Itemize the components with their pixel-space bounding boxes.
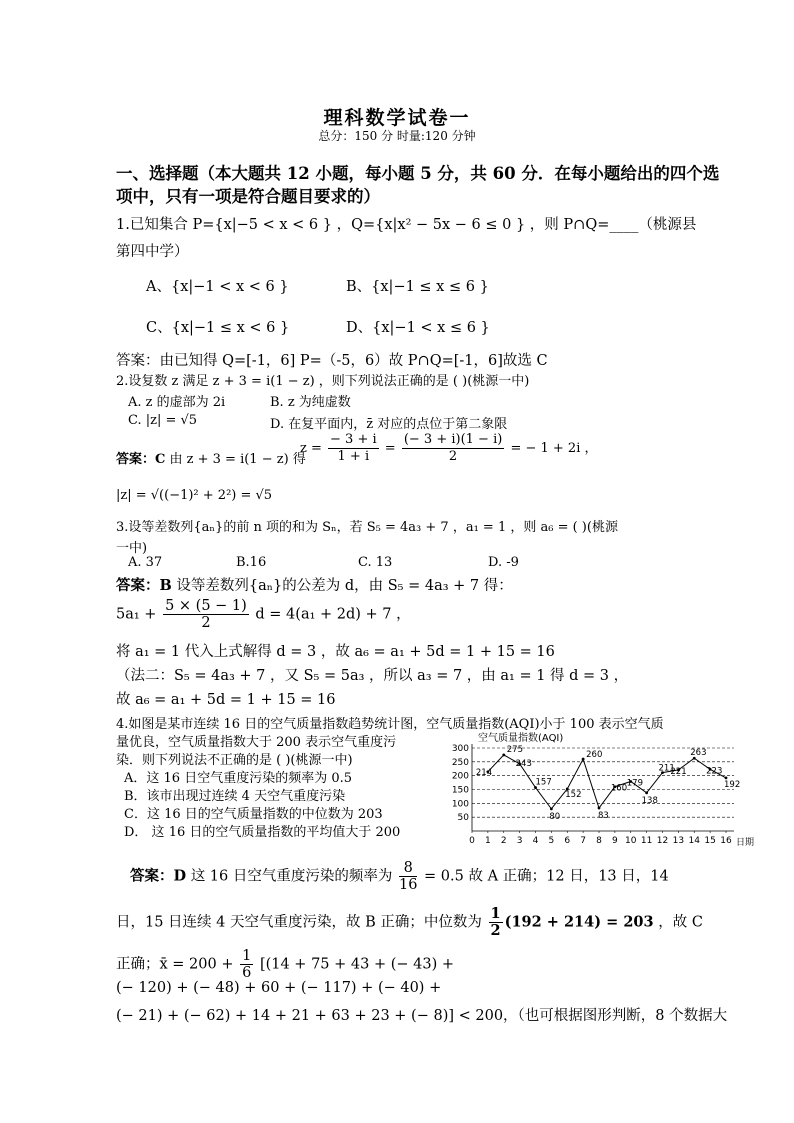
- chart-data-labels: [476, 745, 740, 822]
- q4-answer-line2: [116, 906, 703, 939]
- q2-option-a: A. z 的虚部为 2i: [128, 395, 226, 410]
- data-label: 243: [515, 758, 532, 769]
- data-label: 260: [586, 750, 603, 761]
- q4-median-expr: (192 + 214) = 203: [504, 913, 654, 931]
- q4-answer-line4: (− 120) + (− 48) + 60 + (− 117) + (− 40) +: [116, 980, 442, 996]
- q3-answer-label: 答案：B: [116, 577, 172, 594]
- data-point: [598, 807, 601, 810]
- aqi-line-chart: [448, 730, 756, 852]
- x-tick-label: 8: [596, 836, 602, 846]
- q2-answer-line2: |z| = √((−1)² + 2²) = √5: [116, 488, 273, 503]
- q4-answer-l2a: 日，15 日连续 4 天空气重度污染，故 B 正确；中位数为: [116, 914, 482, 931]
- data-point: [725, 776, 728, 779]
- q3-stem-line1: 3.设等差数列{aₙ}的前 n 项的和为 Sₙ，若 S₅ = 4a₃ + 7 ，a₁ = 1 ，则 a₆ = ( )(桃源: [116, 520, 618, 535]
- q3-option-a: A. 37: [128, 555, 163, 570]
- q2-result: = − 1 + 2i: [510, 441, 581, 456]
- q2-f1-denominator: 1 + i: [337, 449, 370, 464]
- q3-eq1-denominator: 2: [201, 615, 211, 631]
- q3-equation-1: [116, 598, 411, 631]
- page-title: 理科数学试卷一: [323, 107, 471, 129]
- q2-equals: =: [384, 441, 396, 456]
- q4-fraction-8-16: [399, 860, 417, 893]
- x-tick-label: 9: [612, 836, 618, 846]
- chart-xlabel: 日期: [736, 838, 755, 848]
- data-label: 275: [506, 744, 523, 755]
- q1-option-b: B、{x|−1 ≤ x ≤ 6 }: [346, 279, 489, 295]
- q2-option-c: C. |z| = √5: [128, 413, 198, 428]
- x-tick-label: 12: [656, 836, 669, 846]
- x-tick-label: 3: [516, 836, 523, 846]
- q2-z-equals: z =: [300, 441, 322, 456]
- data-label: 138: [641, 795, 658, 806]
- data-label: 160: [610, 783, 628, 794]
- data-label: 192: [724, 779, 741, 790]
- x-tick-label: 7: [580, 836, 586, 846]
- q4-option-a: A．这 16 日空气重度污染的频率为 0.5: [124, 771, 353, 786]
- y-tick-label: 200: [451, 771, 469, 782]
- q4-fraction-half: [489, 906, 503, 939]
- q4-sixth-denominator: 6: [242, 965, 252, 981]
- q2-answer-line1: [116, 448, 306, 467]
- chart-title: 空气质量指数(AQI): [478, 733, 564, 744]
- q3-eq1-lead: 5a₁ +: [116, 606, 157, 623]
- q3-option-c: C. 13: [358, 555, 393, 570]
- y-tick-label: 100: [451, 799, 469, 810]
- q4-option-b: B．该市出现过连续 4 天空气重度污染: [124, 789, 346, 804]
- x-tick-label: 6: [564, 836, 571, 846]
- q4-option-c: C．这 16 日的空气质量指数的中位数为 203: [124, 807, 383, 822]
- q2-option-b: B. z 为纯虚数: [270, 395, 351, 410]
- q2-f2-denominator: 2: [448, 449, 458, 464]
- q1-option-a: A、{x|−1 < x < 6 }: [146, 279, 289, 295]
- data-label: 152: [565, 789, 582, 800]
- q3-option-b: B.16: [236, 555, 267, 570]
- q1-answer: 答案：由已知得 Q=[-1，6] P=（-5，6）故 P∩Q=[-1，6]故选 C: [116, 353, 548, 369]
- q4-answer-text-2: = 0.5 故 A 正确；12 日，13 日，14: [424, 868, 669, 885]
- y-tick-label: 300: [451, 744, 469, 754]
- data-label: 263: [690, 748, 707, 759]
- q2-answer-label: 答案：C: [116, 452, 166, 467]
- q3-option-d: D. -9: [488, 555, 519, 570]
- q3-answer-line1: [116, 574, 513, 595]
- q3-answer-line5: 故 a₆ = a₁ + 5d = 1 + 15 = 16: [116, 692, 336, 708]
- q4-option-d: D． 这 16 日的空气质量指数的平均值大于 200: [124, 825, 401, 840]
- section-heading-line1: 一、选择题（本大题共 12 小题，每小题 5 分，共 60 分．在每小题给出的四个选: [116, 164, 720, 183]
- q3-eq1-fraction: [163, 598, 249, 631]
- q3-answer-line3: 将 a₁ = 1 代入上式解得 d = 3 ，故 a₆ = a₁ + 5d = 1 + 15 = 16: [116, 644, 555, 660]
- x-tick-label: 14: [688, 836, 700, 846]
- q2-f2-numerator: (− 3 + i)(1 − i): [403, 432, 503, 447]
- x-tick-label: 0: [469, 836, 475, 846]
- q3-eq1-tail: d = 4(a₁ + 2d) + 7 ，: [255, 606, 411, 623]
- q4-answer-text-1: 这 16 日空气重度污染的频率为: [190, 868, 393, 885]
- q4-f-numerator: 8: [399, 860, 417, 877]
- x-tick-label: 13: [672, 836, 685, 846]
- q2-option-d: D. 在复平面内，z̄ 对应的点位于第二象限: [270, 417, 508, 432]
- x-tick-label: 15: [704, 836, 716, 846]
- data-label: 80: [549, 811, 561, 822]
- q1-option-c: C、{x|−1 ≤ x < 6 }: [146, 320, 290, 336]
- q3-answer-text: 设等差数列{aₙ}的公差为 d，由 S₅ = 4a₃ + 7 得：: [171, 578, 513, 594]
- q2-f1-numerator: − 3 + i: [330, 432, 377, 447]
- q4-sixth-numerator: 1: [242, 948, 252, 964]
- x-tick-label: 5: [548, 836, 555, 846]
- data-point: [582, 758, 585, 761]
- q4-answer-line5: (− 21) + (− 62) + 14 + 21 + 63 + 23 + (− 8)] < 200，（也可根据图形判断，8 个数据大: [116, 1008, 728, 1024]
- q4-stem-line3: 染．则下列说法不正确的是 ( )(桃源一中): [116, 753, 353, 768]
- x-tick-label: 4: [532, 836, 539, 846]
- data-label: 179: [626, 778, 643, 789]
- data-label: 211: [658, 763, 675, 774]
- q2-stem: 2.设复数 z 满足 z + 3 = i(1 − z) ，则下列说法正确的是 ( )(桃源一中): [116, 374, 530, 389]
- q1-stem-line1: 1.已知集合 P={x|−5 < x < 6 } ，Q={x|x² − 5x − 6 ≤ 0 } ，则 P∩Q=____（桃源县: [116, 217, 697, 233]
- data-point: [502, 754, 505, 757]
- y-tick-label: 50: [457, 813, 469, 824]
- q4-answer-l3b: [(14 + 75 + 43 + (− 43) +: [259, 956, 454, 973]
- q3-answer-line4: （法二：S₅ = 4a₃ + 7 ，又 S₅ = 5a₃ ，所以 a₃ = 7 ，由 a₁ = 1 得 d = 3 ，: [116, 668, 629, 684]
- q2-answer-text: 由 z + 3 = i(1 − z) 得: [169, 452, 306, 467]
- q4-stem-line2: 量优良，空气质量指数大于 200 表示空气重度污: [116, 735, 397, 750]
- q2-answer-equation: [300, 432, 598, 465]
- y-tick-label: 150: [451, 785, 469, 796]
- q2-comma: ，: [584, 441, 598, 456]
- page-subtitle: 总分：150 分 时量:120 分钟: [318, 129, 476, 143]
- q4-f-denominator: 16: [398, 877, 418, 893]
- data-point: [645, 791, 648, 794]
- data-label: 157: [535, 777, 552, 788]
- q4-half-denominator: 2: [490, 922, 501, 939]
- x-tick-label: 16: [720, 836, 732, 846]
- q1-stem-line2: 第四中学）: [116, 244, 189, 260]
- q4-answer-label: 答案：D: [130, 867, 187, 885]
- data-label: 221: [670, 766, 687, 777]
- q1-option-d: D、{x|−1 < x ≤ 6 }: [346, 320, 490, 336]
- data-point: [550, 807, 553, 810]
- x-tick-label: 2: [500, 836, 507, 846]
- q2-fraction-2: [402, 432, 504, 465]
- data-label: 223: [706, 766, 723, 777]
- q4-answer-l3a: 正确；x̄ = 200 +: [116, 956, 234, 973]
- q3-eq1-numerator: 5 × (5 − 1): [165, 598, 247, 614]
- y-tick-label: 250: [451, 757, 469, 768]
- data-label: 214: [475, 767, 493, 778]
- q4-half-numerator: 1: [490, 905, 501, 922]
- section-heading-line2: 项中，只有一项是符合题目要求的）: [116, 187, 380, 206]
- x-tick-label: 11: [640, 836, 653, 846]
- x-tick-label: 1: [485, 836, 491, 846]
- q2-fraction-1: [328, 432, 379, 465]
- q4-answer-line1: [130, 860, 669, 893]
- data-label: 83: [598, 811, 609, 822]
- x-tick-label: 10: [625, 836, 637, 846]
- q3-stem-line2: 一中): [116, 541, 148, 556]
- q4-answer-l2c: ，故 C: [658, 914, 703, 931]
- q4-fraction-sixth: [240, 948, 253, 981]
- q4-answer-line3: [116, 948, 454, 981]
- q4-stem-line1: 4.如图是某市连续 16 日的空气质量指数趋势统计图，空气质量指数(AQI)小于 100 表示空气质: [116, 717, 664, 732]
